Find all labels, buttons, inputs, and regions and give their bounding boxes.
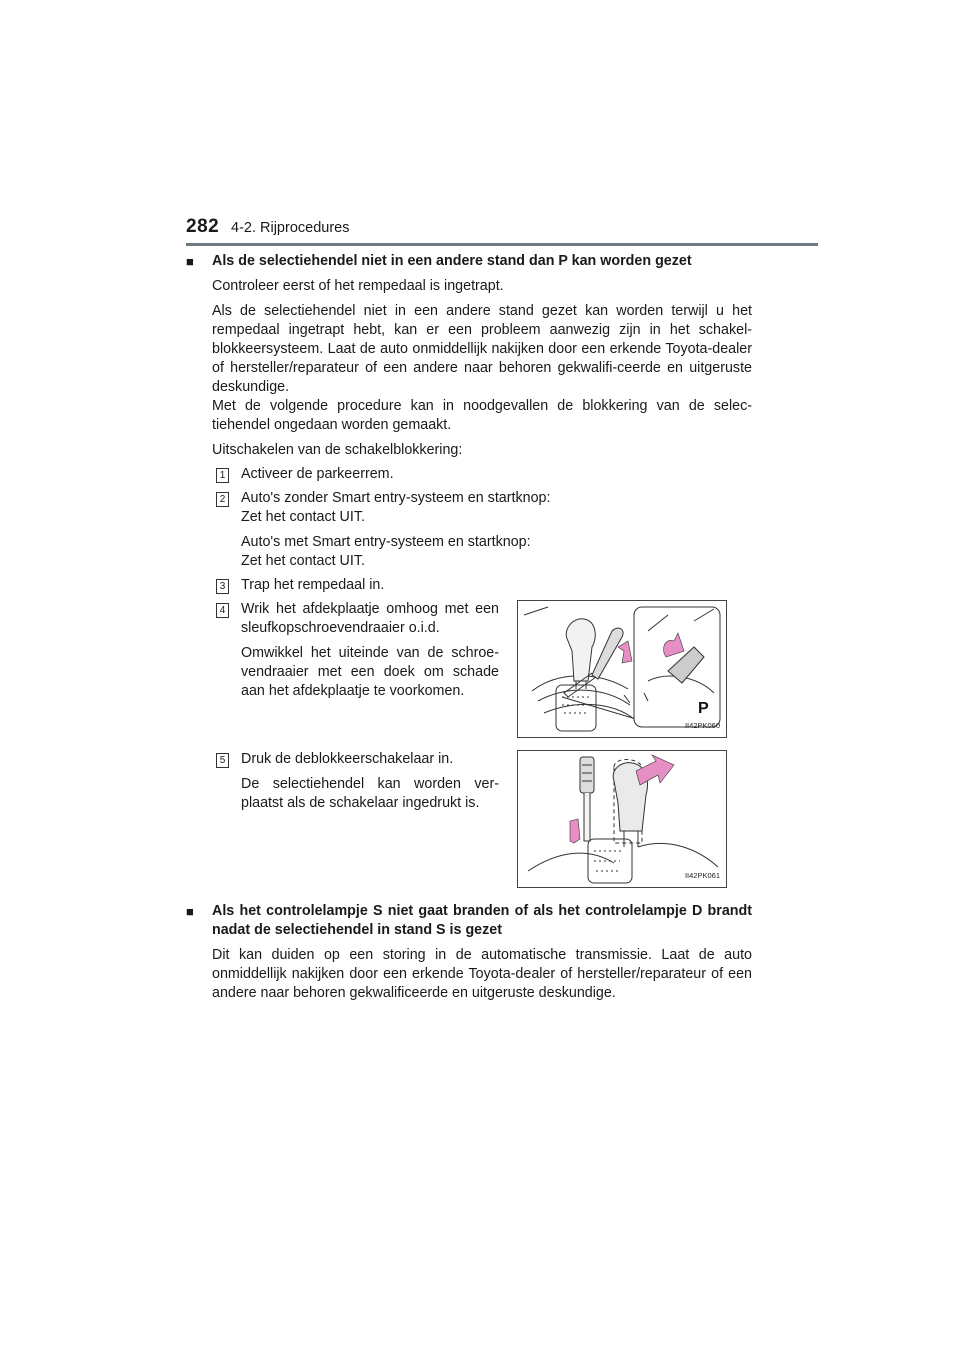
figure-letter: P (698, 700, 709, 717)
paragraph-text: Met de volgende procedure kan in noodgevallen de blokkering van de selec-tiehendel ongedaan worden gemaakt. (212, 398, 752, 433)
step-text: Druk de deblokkeerschakelaar in. (241, 751, 454, 767)
step-text-column (241, 600, 499, 738)
procedure-step (216, 465, 752, 484)
paragraph: Controleer eerst of het rempedaal is ingetrapt. (212, 278, 504, 294)
step-text-column (241, 750, 499, 888)
step-text: Auto's met Smart entry-systeem en startknop: Zet het contact UIT. (241, 534, 531, 569)
step-number-badge: 2 (216, 492, 229, 507)
step-body (241, 465, 752, 484)
pink-arrow-icon (570, 819, 580, 843)
step-number-badge: 1 (216, 468, 229, 483)
paragraph: Dit kan duiden op een storing in de automatische transmissie. Laat de auto onmiddellijk nakijken door een erkende Toyota-dealer of hersteller/reparateur of een andere naar behoren gekwalificeerde en uitgeruste deskundige. (212, 947, 752, 1001)
step-number-badge: 3 (216, 579, 229, 594)
paragraph: Uitschakelen van de schakelblokkering: (212, 442, 463, 458)
step-body (241, 750, 752, 888)
procedure-step (216, 600, 752, 738)
step-text: Omwikkel het uiteinde van de schroe-vendraaier met een doek om schade aan het afdekplaatje te voorkomen. (241, 645, 499, 699)
section-heading (186, 252, 752, 271)
section-heading (186, 902, 752, 940)
pink-arrow-icon (636, 755, 674, 785)
step-text: De selectiehendel kan worden ver-plaatst als de schakelaar ingedrukt is. (241, 776, 499, 811)
step-body (241, 576, 752, 595)
page-number: 282 (186, 216, 220, 237)
section-title: 4-2. Rijprocedures (231, 220, 350, 236)
procedure-step (216, 489, 752, 571)
procedure-step (216, 750, 752, 888)
step-number-badge: 4 (216, 603, 229, 618)
heading-text: Als de selectiehendel niet in een andere stand dan P kan worden gezet (212, 253, 692, 269)
step-text: Activeer de parkeerrem. (241, 466, 394, 482)
paragraph-text: Als de selectiehendel niet in een andere stand gezet kan worden terwijl u het rempedaal ingetrapt hebt, kan er een probleem aanwezig zijn in het schakel-blokkeersysteem. Laat de auto onmiddellijk nakijken door een erkende Toyota-dealer of hersteller/reparateur of een andere naar behoren gekwalifi-ceerde en uitgeruste deskundige. (212, 303, 752, 395)
procedure-step (216, 576, 752, 595)
step-number-badge: 5 (216, 753, 229, 768)
square-bullet-icon: ■ (186, 904, 194, 919)
figure-code: II42PK060 (684, 721, 720, 730)
figure-cover-removal (517, 600, 727, 738)
step-text: Wrik het afdekplaatje omhoog met een sleufkopschroevendraaier o.i.d. (241, 601, 499, 636)
step-body (241, 489, 752, 571)
header-rule (186, 243, 818, 246)
figure-code: II42PK061 (684, 871, 720, 880)
page-header (0, 0, 960, 260)
square-bullet-icon: ■ (186, 254, 194, 269)
step-body (241, 600, 752, 738)
heading-text: Als het controlelampje S niet gaat branden of als het controlelampje D brandt nadat de selectiehendel in stand S is gezet (212, 903, 752, 938)
section-block (186, 902, 752, 1003)
pink-arrow-down-icon (618, 641, 632, 663)
paragraph (212, 302, 752, 435)
step-text: Auto's zonder Smart entry-systeem en startknop: Zet het contact UIT. (241, 490, 551, 525)
page-content (186, 252, 752, 1003)
figure-release-button (517, 750, 727, 888)
step-text: Trap het rempedaal in. (241, 577, 385, 593)
